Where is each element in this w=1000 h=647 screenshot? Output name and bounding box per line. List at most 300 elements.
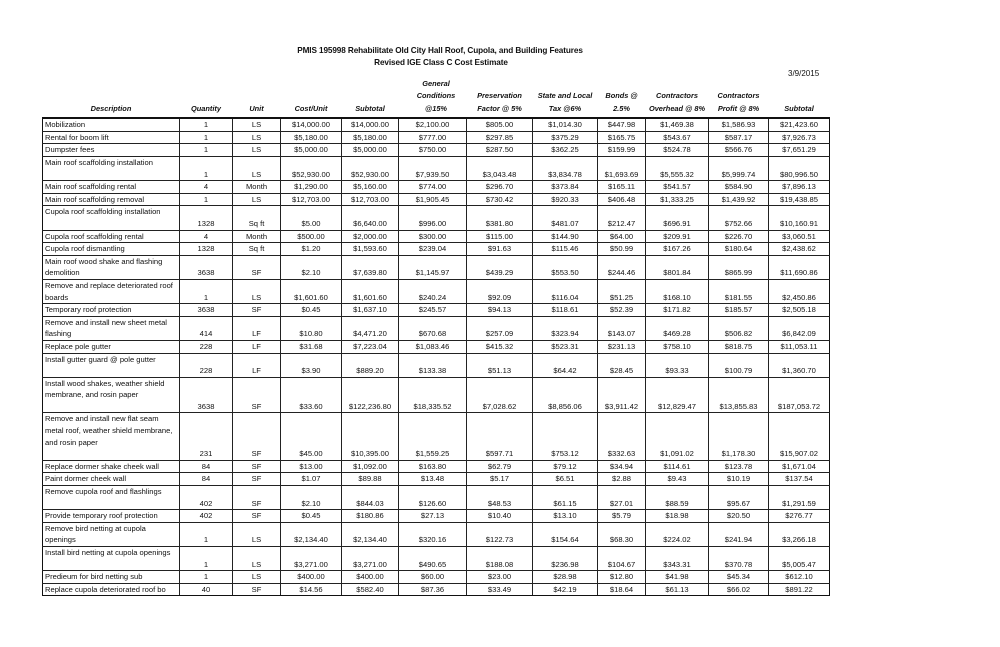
total-cell[interactable]: $10,160.91 [769, 206, 830, 230]
preservation-cell[interactable]: $287.50 [467, 144, 533, 157]
preservation-cell[interactable]: $730.42 [467, 193, 533, 206]
overhead-cell[interactable]: $541.57 [646, 181, 709, 194]
subtotal-cell[interactable]: $4,471.20 [342, 316, 399, 340]
unit-cell[interactable]: LS [233, 522, 281, 546]
bonds-cell[interactable]: $5.79 [598, 510, 646, 523]
description-cell[interactable]: Replace cupola deteriorated roof bo [43, 583, 180, 596]
cost-unit-cell[interactable]: $13.00 [281, 460, 342, 473]
cost-unit-cell[interactable]: $400.00 [281, 571, 342, 584]
cost-unit-cell[interactable]: $31.68 [281, 340, 342, 353]
general-conditions-cell[interactable]: $163.80 [399, 460, 467, 473]
quantity-cell[interactable]: 231 [180, 413, 233, 460]
profit-cell[interactable]: $584.90 [709, 181, 769, 194]
profit-cell[interactable]: $10.19 [709, 473, 769, 486]
overhead-cell[interactable]: $1,091.02 [646, 413, 709, 460]
overhead-cell[interactable]: $758.10 [646, 340, 709, 353]
description-cell[interactable]: Cupola roof scaffolding rental [43, 230, 180, 243]
preservation-cell[interactable]: $91.63 [467, 243, 533, 256]
description-cell[interactable]: Replace dormer shake cheek wall [43, 460, 180, 473]
total-cell[interactable]: $7,896.13 [769, 181, 830, 194]
total-cell[interactable]: $7,926.73 [769, 131, 830, 144]
unit-cell[interactable]: LS [233, 547, 281, 571]
total-cell[interactable]: $21,423.60 [769, 118, 830, 131]
general-conditions-cell[interactable]: $2,100.00 [399, 118, 467, 131]
bonds-cell[interactable]: $231.13 [598, 340, 646, 353]
bonds-cell[interactable]: $28.45 [598, 353, 646, 377]
total-cell[interactable]: $7,651.29 [769, 144, 830, 157]
cost-unit-cell[interactable]: $1,601.60 [281, 279, 342, 303]
subtotal-cell[interactable]: $14,000.00 [342, 118, 399, 131]
quantity-cell[interactable]: 414 [180, 316, 233, 340]
quantity-cell[interactable]: 1 [180, 144, 233, 157]
cost-unit-cell[interactable]: $12,703.00 [281, 193, 342, 206]
bonds-cell[interactable]: $447.98 [598, 118, 646, 131]
tax-cell[interactable]: $753.12 [533, 413, 598, 460]
general-conditions-cell[interactable]: $996.00 [399, 206, 467, 230]
description-cell[interactable]: Main roof scaffolding rental [43, 181, 180, 194]
quantity-cell[interactable]: 402 [180, 510, 233, 523]
description-cell[interactable]: Paint dormer cheek wall [43, 473, 180, 486]
subtotal-cell[interactable]: $1,601.60 [342, 279, 399, 303]
tax-cell[interactable]: $6.51 [533, 473, 598, 486]
cost-unit-cell[interactable]: $14,000.00 [281, 118, 342, 131]
subtotal-cell[interactable]: $3,271.00 [342, 547, 399, 571]
subtotal-cell[interactable]: $889.20 [342, 353, 399, 377]
general-conditions-cell[interactable]: $1,905.45 [399, 193, 467, 206]
bonds-cell[interactable]: $159.99 [598, 144, 646, 157]
tax-cell[interactable]: $1,014.30 [533, 118, 598, 131]
profit-cell[interactable]: $180.64 [709, 243, 769, 256]
subtotal-cell[interactable]: $180.86 [342, 510, 399, 523]
overhead-cell[interactable]: $41.98 [646, 571, 709, 584]
preservation-cell[interactable]: $48.53 [467, 486, 533, 510]
tax-cell[interactable]: $323.94 [533, 316, 598, 340]
overhead-cell[interactable]: $167.26 [646, 243, 709, 256]
description-cell[interactable]: Main roof scaffolding installation [43, 157, 180, 181]
cost-unit-cell[interactable]: $3.90 [281, 353, 342, 377]
bonds-cell[interactable]: $52.39 [598, 304, 646, 317]
unit-cell[interactable]: Month [233, 181, 281, 194]
cost-unit-cell[interactable]: $2.10 [281, 486, 342, 510]
quantity-cell[interactable]: 1 [180, 279, 233, 303]
cost-unit-cell[interactable]: $1.07 [281, 473, 342, 486]
cost-unit-cell[interactable]: $500.00 [281, 230, 342, 243]
tax-cell[interactable]: $28.98 [533, 571, 598, 584]
quantity-cell[interactable]: 84 [180, 473, 233, 486]
profit-cell[interactable]: $1,439.92 [709, 193, 769, 206]
bonds-cell[interactable]: $27.01 [598, 486, 646, 510]
profit-cell[interactable]: $5,999.74 [709, 157, 769, 181]
quantity-cell[interactable]: 3638 [180, 255, 233, 279]
tax-cell[interactable]: $8,856.06 [533, 377, 598, 413]
preservation-cell[interactable]: $188.08 [467, 547, 533, 571]
preservation-cell[interactable]: $51.13 [467, 353, 533, 377]
preservation-cell[interactable]: $7,028.62 [467, 377, 533, 413]
description-cell[interactable]: Install bird netting at cupola openings [43, 547, 180, 571]
overhead-cell[interactable]: $88.59 [646, 486, 709, 510]
preservation-cell[interactable]: $10.40 [467, 510, 533, 523]
overhead-cell[interactable]: $801.84 [646, 255, 709, 279]
overhead-cell[interactable]: $5,555.32 [646, 157, 709, 181]
total-cell[interactable]: $11,690.86 [769, 255, 830, 279]
cost-unit-cell[interactable]: $1,290.00 [281, 181, 342, 194]
tax-cell[interactable]: $481.07 [533, 206, 598, 230]
cost-unit-cell[interactable]: $0.45 [281, 304, 342, 317]
preservation-cell[interactable]: $597.71 [467, 413, 533, 460]
total-cell[interactable]: $80,996.50 [769, 157, 830, 181]
overhead-cell[interactable]: $114.61 [646, 460, 709, 473]
preservation-cell[interactable]: $296.70 [467, 181, 533, 194]
description-cell[interactable]: Remove and replace deteriorated roof boards [43, 279, 180, 303]
general-conditions-cell[interactable]: $777.00 [399, 131, 467, 144]
cost-unit-cell[interactable]: $5.00 [281, 206, 342, 230]
description-cell[interactable]: Remove and install new sheet metal flashing [43, 316, 180, 340]
profit-cell[interactable]: $181.55 [709, 279, 769, 303]
subtotal-cell[interactable]: $400.00 [342, 571, 399, 584]
tax-cell[interactable]: $523.31 [533, 340, 598, 353]
total-cell[interactable]: $276.77 [769, 510, 830, 523]
bonds-cell[interactable]: $332.63 [598, 413, 646, 460]
profit-cell[interactable]: $818.75 [709, 340, 769, 353]
general-conditions-cell[interactable]: $1,083.46 [399, 340, 467, 353]
preservation-cell[interactable]: $439.29 [467, 255, 533, 279]
general-conditions-cell[interactable]: $1,145.97 [399, 255, 467, 279]
preservation-cell[interactable]: $94.13 [467, 304, 533, 317]
bonds-cell[interactable]: $12.80 [598, 571, 646, 584]
total-cell[interactable]: $15,907.02 [769, 413, 830, 460]
cost-unit-cell[interactable]: $14.56 [281, 583, 342, 596]
cost-unit-cell[interactable]: $1.20 [281, 243, 342, 256]
preservation-cell[interactable]: $297.85 [467, 131, 533, 144]
total-cell[interactable]: $187,053.72 [769, 377, 830, 413]
subtotal-cell[interactable]: $122,236.80 [342, 377, 399, 413]
tax-cell[interactable]: $920.33 [533, 193, 598, 206]
tax-cell[interactable]: $144.90 [533, 230, 598, 243]
description-cell[interactable]: Rental for boom lift [43, 131, 180, 144]
unit-cell[interactable]: LF [233, 353, 281, 377]
total-cell[interactable]: $1,360.70 [769, 353, 830, 377]
profit-cell[interactable]: $66.02 [709, 583, 769, 596]
total-cell[interactable]: $2,450.86 [769, 279, 830, 303]
bonds-cell[interactable]: $143.07 [598, 316, 646, 340]
subtotal-cell[interactable]: $844.03 [342, 486, 399, 510]
description-cell[interactable]: Temporary roof protection [43, 304, 180, 317]
overhead-cell[interactable]: $61.13 [646, 583, 709, 596]
quantity-cell[interactable]: 3638 [180, 377, 233, 413]
general-conditions-cell[interactable]: $490.65 [399, 547, 467, 571]
quantity-cell[interactable]: 4 [180, 181, 233, 194]
unit-cell[interactable]: SF [233, 377, 281, 413]
profit-cell[interactable]: $1,178.30 [709, 413, 769, 460]
overhead-cell[interactable]: $1,469.38 [646, 118, 709, 131]
cost-unit-cell[interactable]: $5,180.00 [281, 131, 342, 144]
unit-cell[interactable]: Month [233, 230, 281, 243]
bonds-cell[interactable]: $165.11 [598, 181, 646, 194]
quantity-cell[interactable]: 40 [180, 583, 233, 596]
cost-unit-cell[interactable]: $33.60 [281, 377, 342, 413]
description-cell[interactable]: Replace pole gutter [43, 340, 180, 353]
general-conditions-cell[interactable]: $670.68 [399, 316, 467, 340]
profit-cell[interactable]: $123.78 [709, 460, 769, 473]
unit-cell[interactable]: LS [233, 144, 281, 157]
bonds-cell[interactable]: $244.46 [598, 255, 646, 279]
general-conditions-cell[interactable]: $133.38 [399, 353, 467, 377]
preservation-cell[interactable]: $92.09 [467, 279, 533, 303]
cost-unit-cell[interactable]: $2,134.40 [281, 522, 342, 546]
profit-cell[interactable]: $13,855.83 [709, 377, 769, 413]
cost-unit-cell[interactable]: $52,930.00 [281, 157, 342, 181]
tax-cell[interactable]: $236.98 [533, 547, 598, 571]
subtotal-cell[interactable]: $12,703.00 [342, 193, 399, 206]
general-conditions-cell[interactable]: $87.36 [399, 583, 467, 596]
bonds-cell[interactable]: $165.75 [598, 131, 646, 144]
profit-cell[interactable]: $45.34 [709, 571, 769, 584]
unit-cell[interactable]: LS [233, 157, 281, 181]
cost-unit-cell[interactable]: $10.80 [281, 316, 342, 340]
preservation-cell[interactable]: $5.17 [467, 473, 533, 486]
subtotal-cell[interactable]: $52,930.00 [342, 157, 399, 181]
general-conditions-cell[interactable]: $750.00 [399, 144, 467, 157]
overhead-cell[interactable]: $209.91 [646, 230, 709, 243]
tax-cell[interactable]: $64.42 [533, 353, 598, 377]
description-cell[interactable]: Provide temporary roof protection [43, 510, 180, 523]
subtotal-cell[interactable]: $6,640.00 [342, 206, 399, 230]
overhead-cell[interactable]: $93.33 [646, 353, 709, 377]
subtotal-cell[interactable]: $2,134.40 [342, 522, 399, 546]
unit-cell[interactable]: SF [233, 473, 281, 486]
quantity-cell[interactable]: 1 [180, 157, 233, 181]
description-cell[interactable]: Dumpster fees [43, 144, 180, 157]
tax-cell[interactable]: $3,834.78 [533, 157, 598, 181]
profit-cell[interactable]: $1,586.93 [709, 118, 769, 131]
bonds-cell[interactable]: $212.47 [598, 206, 646, 230]
tax-cell[interactable]: $553.50 [533, 255, 598, 279]
preservation-cell[interactable]: $381.80 [467, 206, 533, 230]
quantity-cell[interactable]: 84 [180, 460, 233, 473]
description-cell[interactable]: Cupola roof dismantling [43, 243, 180, 256]
profit-cell[interactable]: $865.99 [709, 255, 769, 279]
description-cell[interactable]: Install wood shakes, weather shield membrane, and rosin paper [43, 377, 180, 413]
total-cell[interactable]: $3,266.18 [769, 522, 830, 546]
general-conditions-cell[interactable]: $320.16 [399, 522, 467, 546]
description-cell[interactable]: Remove bird netting at cupola openings [43, 522, 180, 546]
quantity-cell[interactable]: 1 [180, 547, 233, 571]
profit-cell[interactable]: $185.57 [709, 304, 769, 317]
description-cell[interactable]: Cupola roof scaffolding installation [43, 206, 180, 230]
total-cell[interactable]: $5,005.47 [769, 547, 830, 571]
description-cell[interactable]: Main roof scaffolding removal [43, 193, 180, 206]
unit-cell[interactable]: Sq ft [233, 243, 281, 256]
overhead-cell[interactable]: $524.78 [646, 144, 709, 157]
cost-unit-cell[interactable]: $2.10 [281, 255, 342, 279]
subtotal-cell[interactable]: $582.40 [342, 583, 399, 596]
subtotal-cell[interactable]: $5,180.00 [342, 131, 399, 144]
tax-cell[interactable]: $375.29 [533, 131, 598, 144]
general-conditions-cell[interactable]: $239.04 [399, 243, 467, 256]
tax-cell[interactable]: $42.19 [533, 583, 598, 596]
cost-unit-cell[interactable]: $45.00 [281, 413, 342, 460]
preservation-cell[interactable]: $122.73 [467, 522, 533, 546]
bonds-cell[interactable]: $406.48 [598, 193, 646, 206]
tax-cell[interactable]: $115.46 [533, 243, 598, 256]
bonds-cell[interactable]: $3,911.42 [598, 377, 646, 413]
subtotal-cell[interactable]: $1,637.10 [342, 304, 399, 317]
preservation-cell[interactable]: $115.00 [467, 230, 533, 243]
total-cell[interactable]: $612.10 [769, 571, 830, 584]
unit-cell[interactable]: SF [233, 510, 281, 523]
description-cell[interactable]: Remove and install new flat seam metal roof, weather shield membrane, and rosin paper [43, 413, 180, 460]
preservation-cell[interactable]: $415.32 [467, 340, 533, 353]
profit-cell[interactable]: $20.50 [709, 510, 769, 523]
description-cell[interactable]: Mobilization [43, 118, 180, 131]
profit-cell[interactable]: $587.17 [709, 131, 769, 144]
preservation-cell[interactable]: $23.00 [467, 571, 533, 584]
unit-cell[interactable]: LS [233, 571, 281, 584]
bonds-cell[interactable]: $2.88 [598, 473, 646, 486]
tax-cell[interactable]: $13.10 [533, 510, 598, 523]
quantity-cell[interactable]: 1328 [180, 206, 233, 230]
overhead-cell[interactable]: $18.98 [646, 510, 709, 523]
general-conditions-cell[interactable]: $1,559.25 [399, 413, 467, 460]
unit-cell[interactable]: SF [233, 304, 281, 317]
preservation-cell[interactable]: $62.79 [467, 460, 533, 473]
total-cell[interactable]: $19,438.85 [769, 193, 830, 206]
tax-cell[interactable]: $373.84 [533, 181, 598, 194]
quantity-cell[interactable]: 1 [180, 522, 233, 546]
general-conditions-cell[interactable]: $13.48 [399, 473, 467, 486]
profit-cell[interactable]: $566.76 [709, 144, 769, 157]
unit-cell[interactable]: LS [233, 118, 281, 131]
subtotal-cell[interactable]: $89.88 [342, 473, 399, 486]
total-cell[interactable]: $137.54 [769, 473, 830, 486]
preservation-cell[interactable]: $257.09 [467, 316, 533, 340]
profit-cell[interactable]: $241.94 [709, 522, 769, 546]
unit-cell[interactable]: LS [233, 131, 281, 144]
bonds-cell[interactable]: $18.64 [598, 583, 646, 596]
preservation-cell[interactable]: $33.49 [467, 583, 533, 596]
subtotal-cell[interactable]: $1,593.60 [342, 243, 399, 256]
general-conditions-cell[interactable]: $126.60 [399, 486, 467, 510]
subtotal-cell[interactable]: $1,092.00 [342, 460, 399, 473]
general-conditions-cell[interactable]: $245.57 [399, 304, 467, 317]
bonds-cell[interactable]: $34.94 [598, 460, 646, 473]
general-conditions-cell[interactable]: $240.24 [399, 279, 467, 303]
quantity-cell[interactable]: 1 [180, 571, 233, 584]
preservation-cell[interactable]: $3,043.48 [467, 157, 533, 181]
unit-cell[interactable]: SF [233, 413, 281, 460]
unit-cell[interactable]: SF [233, 583, 281, 596]
total-cell[interactable]: $1,291.59 [769, 486, 830, 510]
description-cell[interactable]: Install gutter guard @ pole gutter [43, 353, 180, 377]
general-conditions-cell[interactable]: $18,335.52 [399, 377, 467, 413]
total-cell[interactable]: $1,671.04 [769, 460, 830, 473]
tax-cell[interactable]: $362.25 [533, 144, 598, 157]
subtotal-cell[interactable]: $5,160.00 [342, 181, 399, 194]
cost-unit-cell[interactable]: $0.45 [281, 510, 342, 523]
profit-cell[interactable]: $226.70 [709, 230, 769, 243]
bonds-cell[interactable]: $64.00 [598, 230, 646, 243]
general-conditions-cell[interactable]: $27.13 [399, 510, 467, 523]
subtotal-cell[interactable]: $2,000.00 [342, 230, 399, 243]
quantity-cell[interactable]: 1 [180, 193, 233, 206]
quantity-cell[interactable]: 1 [180, 131, 233, 144]
tax-cell[interactable]: $154.64 [533, 522, 598, 546]
total-cell[interactable]: $2,438.62 [769, 243, 830, 256]
quantity-cell[interactable]: 228 [180, 353, 233, 377]
profit-cell[interactable]: $752.66 [709, 206, 769, 230]
subtotal-cell[interactable]: $10,395.00 [342, 413, 399, 460]
profit-cell[interactable]: $100.79 [709, 353, 769, 377]
subtotal-cell[interactable]: $5,000.00 [342, 144, 399, 157]
bonds-cell[interactable]: $50.99 [598, 243, 646, 256]
unit-cell[interactable]: Sq ft [233, 206, 281, 230]
description-cell[interactable]: Predieum for bird netting sub [43, 571, 180, 584]
total-cell[interactable]: $6,842.09 [769, 316, 830, 340]
total-cell[interactable]: $2,505.18 [769, 304, 830, 317]
quantity-cell[interactable]: 3638 [180, 304, 233, 317]
tax-cell[interactable]: $116.04 [533, 279, 598, 303]
unit-cell[interactable]: SF [233, 460, 281, 473]
tax-cell[interactable]: $118.61 [533, 304, 598, 317]
quantity-cell[interactable]: 402 [180, 486, 233, 510]
subtotal-cell[interactable]: $7,223.04 [342, 340, 399, 353]
bonds-cell[interactable]: $51.25 [598, 279, 646, 303]
unit-cell[interactable]: LF [233, 316, 281, 340]
overhead-cell[interactable]: $9.43 [646, 473, 709, 486]
overhead-cell[interactable]: $469.28 [646, 316, 709, 340]
overhead-cell[interactable]: $343.31 [646, 547, 709, 571]
overhead-cell[interactable]: $224.02 [646, 522, 709, 546]
description-cell[interactable]: Remove cupola roof and flashlings [43, 486, 180, 510]
cost-unit-cell[interactable]: $3,271.00 [281, 547, 342, 571]
total-cell[interactable]: $891.22 [769, 583, 830, 596]
unit-cell[interactable]: LF [233, 340, 281, 353]
general-conditions-cell[interactable]: $774.00 [399, 181, 467, 194]
quantity-cell[interactable]: 1 [180, 118, 233, 131]
general-conditions-cell[interactable]: $60.00 [399, 571, 467, 584]
bonds-cell[interactable]: $68.30 [598, 522, 646, 546]
unit-cell[interactable]: SF [233, 486, 281, 510]
unit-cell[interactable]: LS [233, 193, 281, 206]
quantity-cell[interactable]: 1328 [180, 243, 233, 256]
overhead-cell[interactable]: $12,829.47 [646, 377, 709, 413]
tax-cell[interactable]: $61.15 [533, 486, 598, 510]
bonds-cell[interactable]: $104.67 [598, 547, 646, 571]
tax-cell[interactable]: $79.12 [533, 460, 598, 473]
unit-cell[interactable]: LS [233, 279, 281, 303]
total-cell[interactable]: $3,060.51 [769, 230, 830, 243]
subtotal-cell[interactable]: $7,639.80 [342, 255, 399, 279]
profit-cell[interactable]: $370.78 [709, 547, 769, 571]
preservation-cell[interactable]: $805.00 [467, 118, 533, 131]
cost-unit-cell[interactable]: $5,000.00 [281, 144, 342, 157]
overhead-cell[interactable]: $696.91 [646, 206, 709, 230]
overhead-cell[interactable]: $171.82 [646, 304, 709, 317]
quantity-cell[interactable]: 228 [180, 340, 233, 353]
overhead-cell[interactable]: $543.67 [646, 131, 709, 144]
description-cell[interactable]: Main roof wood shake and flashing demolition [43, 255, 180, 279]
overhead-cell[interactable]: $1,333.25 [646, 193, 709, 206]
general-conditions-cell[interactable]: $7,939.50 [399, 157, 467, 181]
quantity-cell[interactable]: 4 [180, 230, 233, 243]
general-conditions-cell[interactable]: $300.00 [399, 230, 467, 243]
unit-cell[interactable]: SF [233, 255, 281, 279]
bonds-cell[interactable]: $1,693.69 [598, 157, 646, 181]
profit-cell[interactable]: $95.67 [709, 486, 769, 510]
profit-cell[interactable]: $506.82 [709, 316, 769, 340]
overhead-cell[interactable]: $168.10 [646, 279, 709, 303]
total-cell[interactable]: $11,053.11 [769, 340, 830, 353]
